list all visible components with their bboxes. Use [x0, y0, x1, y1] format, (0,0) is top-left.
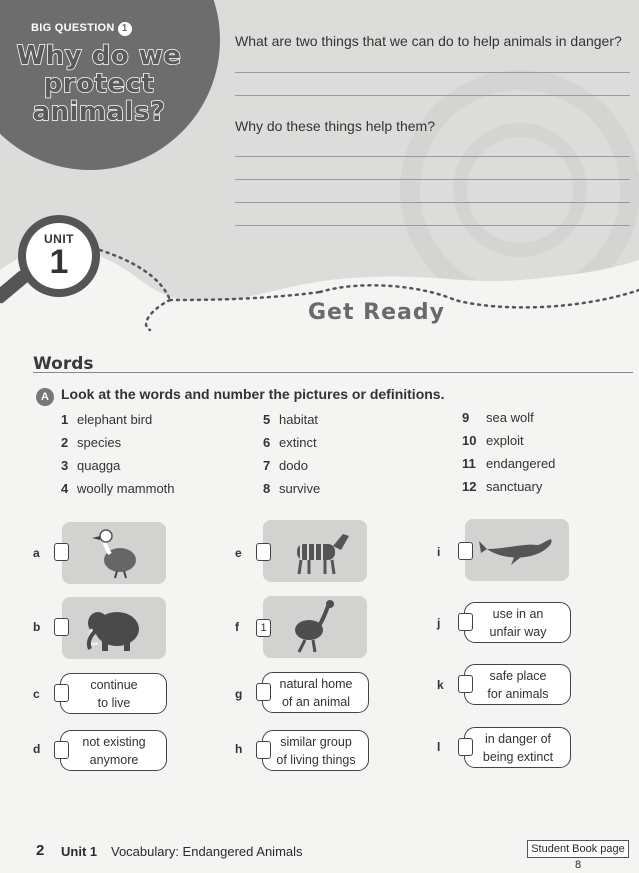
answer-line[interactable] [235, 225, 630, 226]
student-book-reference: Student Book page 8 [527, 840, 629, 858]
word-item: 2 species [61, 435, 122, 450]
item-letter: f [235, 620, 239, 634]
answer-box[interactable] [256, 683, 271, 701]
answer-box[interactable] [458, 542, 473, 560]
sea-wolf-icon [465, 519, 569, 581]
question-1: What are two things that we can do to help animals in danger? [235, 33, 622, 49]
unit-badge-inner [26, 223, 92, 289]
unit-badge [18, 215, 100, 297]
heading-rule [33, 372, 633, 373]
item-letter: b [33, 620, 41, 634]
question-2: Why do these things help them? [235, 118, 436, 134]
section-title: Get Ready [308, 300, 445, 325]
word-item: 8 survive [263, 481, 321, 496]
answer-box[interactable] [458, 738, 473, 756]
answer-line[interactable] [235, 202, 630, 203]
answer-line[interactable] [235, 179, 630, 180]
answer-box[interactable] [54, 618, 69, 636]
big-question-label: BIG QUESTION 1 [31, 22, 132, 36]
answer-line[interactable] [235, 156, 630, 157]
page-number: 2 [36, 842, 45, 859]
big-question-title: Why do we protect animals? [16, 41, 182, 127]
answer-box[interactable] [54, 543, 69, 561]
word-item: 7 dodo [263, 458, 308, 473]
activity-instruction: Look at the words and number the pictures or definitions. [61, 386, 445, 402]
mammoth-icon [62, 597, 166, 659]
definition-text: natural home of an animal [279, 677, 353, 709]
elephant-bird-icon [263, 596, 367, 658]
answer-box[interactable] [458, 613, 473, 631]
activity-badge: A [36, 388, 54, 406]
word-item: 6 extinct [263, 435, 317, 450]
big-question-number: 1 [118, 22, 132, 36]
word-item: 5 habitat [263, 412, 319, 427]
item-letter: l [437, 740, 441, 754]
definition-text: in danger of being extinct [482, 732, 554, 764]
footer-topic: Vocabulary: Endangered Animals [111, 844, 303, 859]
quagga-icon [263, 520, 367, 582]
item-letter: d [33, 742, 41, 756]
picture-quagga [263, 520, 367, 582]
item-letter: e [235, 546, 242, 560]
answer-box[interactable] [256, 543, 271, 561]
word-item: 10 exploit [462, 433, 524, 448]
picture-elephant-bird [263, 596, 367, 658]
word-item: 1 elephant bird [61, 412, 153, 427]
dodo-icon [62, 522, 166, 584]
words-heading: Words [33, 354, 94, 374]
item-letter: j [437, 616, 441, 630]
picture-mammoth [62, 597, 166, 659]
word-item: 4 woolly mammoth [61, 481, 175, 496]
definition-text: continue to live [90, 678, 138, 710]
item-letter: c [33, 687, 40, 701]
unit-number: 1 [49, 243, 69, 281]
footer-unit: Unit 1 [61, 844, 98, 859]
word-item: 9 sea wolf [462, 410, 534, 425]
definition-text: not existing anymore [82, 735, 146, 767]
word-item: 11 endangered [462, 456, 556, 471]
unit-word: UNIT [44, 232, 74, 246]
answer-box[interactable]: 1 [256, 619, 271, 637]
answer-line[interactable] [235, 95, 630, 96]
item-letter: h [235, 742, 243, 756]
item-letter: i [437, 545, 441, 559]
item-letter: a [33, 546, 40, 560]
definition-text: similar group of living things [276, 735, 356, 767]
definition-text: safe place for animals [487, 669, 549, 701]
item-letter: k [437, 678, 444, 692]
answer-line[interactable] [235, 72, 630, 73]
item-letter: g [235, 687, 243, 701]
picture-sea-wolf [465, 519, 569, 581]
answer-box[interactable] [458, 675, 473, 693]
definition-text: use in an unfair way [489, 607, 547, 639]
answer-box[interactable] [54, 684, 69, 702]
word-item: 12 sanctuary [462, 479, 543, 494]
answer-box[interactable] [54, 741, 69, 759]
word-item: 3 quagga [61, 458, 121, 473]
answer-box[interactable] [256, 741, 271, 759]
picture-dodo [62, 522, 166, 584]
